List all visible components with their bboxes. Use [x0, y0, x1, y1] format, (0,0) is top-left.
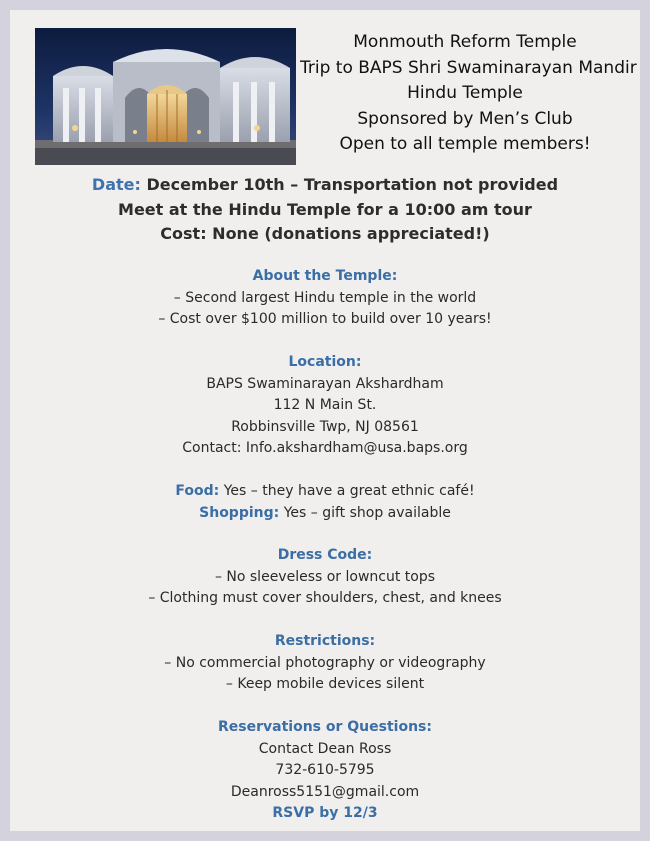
- food-label: Food:: [175, 483, 220, 499]
- audience-line: Open to all temple members!: [339, 134, 591, 154]
- food-line: [10, 481, 640, 503]
- trip-title: Trip to BAPS Shri Swaminarayan Mandir: [300, 57, 637, 78]
- dress-code-item: – Clothing must cover shoulders, chest, and knees: [148, 590, 502, 606]
- location-city: Robbinsville Twp, NJ 08561: [231, 418, 419, 435]
- about-item: – Cost over $100 million to build over 10 years!: [158, 311, 492, 327]
- reservations-contact: Contact Dean Ross: [258, 740, 392, 757]
- flyer-page: [10, 10, 640, 831]
- location-section: [10, 352, 640, 460]
- trip-subtitle: Hindu Temple: [407, 83, 523, 103]
- restrictions-item: – No commercial photography or videography: [164, 654, 486, 671]
- meet-line: Meet at the Hindu Temple for a 10:00 am tour: [118, 199, 532, 219]
- restrictions-item: – Keep mobile devices silent: [225, 676, 425, 692]
- location-heading: Location:: [288, 354, 362, 370]
- shopping-label: Shopping:: [199, 504, 280, 521]
- date-line: [10, 173, 640, 198]
- cost-line: Cost: None (donations appreciated!): [160, 224, 490, 243]
- amenities-section: [10, 481, 640, 524]
- rsvp-deadline: RSVP by 12/3: [272, 805, 378, 821]
- event-details: [10, 173, 640, 247]
- location-name: BAPS Swaminarayan Akshardham: [206, 375, 444, 392]
- reservations-phone: 732-610-5795: [275, 762, 375, 778]
- temple-photo: [35, 28, 296, 165]
- shopping-line: [10, 503, 640, 525]
- location-street: 112 N Main St.: [273, 397, 377, 413]
- dress-code-item: – No sleeveless or lowncut tops: [214, 568, 436, 585]
- temple-name: Monmouth Reform Temple: [353, 32, 577, 52]
- date-label: Date:: [91, 175, 141, 194]
- date-value: December 10th – Transportation not provided: [140, 175, 559, 194]
- dress-code-heading: Dress Code:: [277, 547, 373, 563]
- reservations-heading: Reservations or Questions:: [218, 719, 432, 735]
- reservations-section: [10, 717, 640, 825]
- dress-code-section: [10, 545, 640, 610]
- flyer-header: [300, 30, 637, 158]
- reservations-email: Deanross5151@gmail.com: [230, 783, 420, 800]
- about-heading: About the Temple:: [252, 268, 398, 284]
- about-item: – Second largest Hindu temple in the world: [173, 289, 477, 306]
- restrictions-section: [10, 631, 640, 696]
- shopping-value: Yes – gift shop available: [279, 504, 451, 521]
- restrictions-heading: Restrictions:: [274, 633, 376, 649]
- about-section: [10, 266, 640, 331]
- food-value: Yes – they have a great ethnic café!: [219, 483, 475, 499]
- sponsor-line: Sponsored by Men’s Club: [357, 108, 573, 129]
- location-contact: Contact: Info.akshardham@usa.baps.org: [182, 440, 468, 456]
